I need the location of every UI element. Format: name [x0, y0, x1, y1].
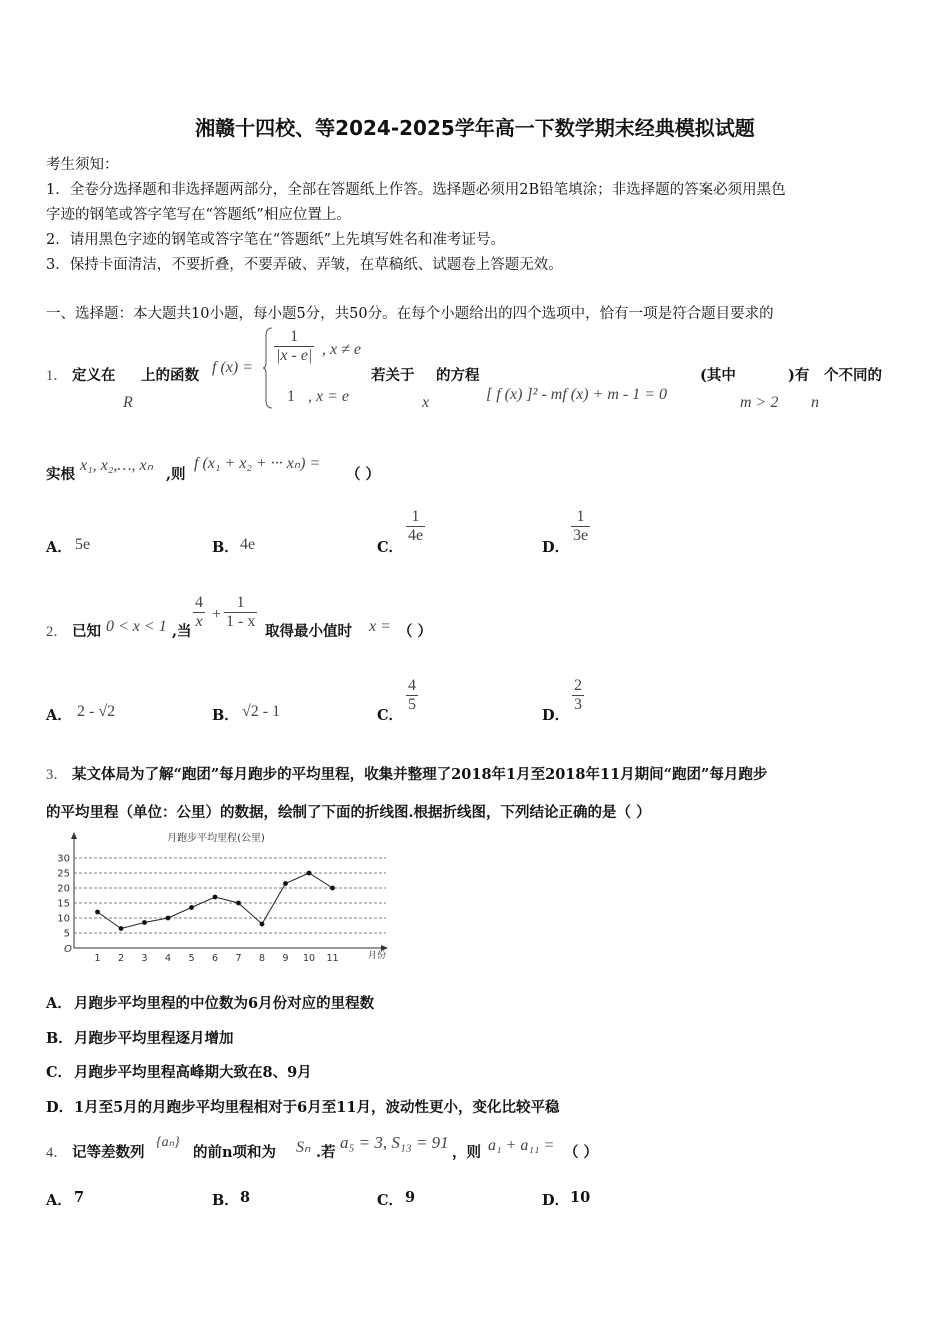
q2-f1-num: 4	[195, 594, 203, 611]
chart-data-point	[119, 926, 124, 931]
q1-text-4: 的方程	[436, 367, 480, 384]
q1-text-1: 定义在	[72, 367, 116, 384]
q3-option-b-label: B．	[46, 1030, 73, 1047]
q2-option-d-num: 2	[574, 677, 582, 694]
q4-text-4: ，则	[452, 1144, 481, 1161]
q1-text-5: (其中	[700, 367, 736, 384]
q4-text-1: 记等差数列	[72, 1144, 145, 1161]
q2-fraction-1	[193, 594, 205, 631]
notice-item-1a: 1．全卷分选择题和非选择题两部分，全部在答题纸上作答。选择题必须用2B铅笔填涂；非选择题的答案必须用黑色	[46, 182, 786, 198]
chart-y-axis-arrow-icon	[71, 832, 77, 839]
chart-x-tick-label: 5	[188, 953, 195, 963]
q1-number: 1．	[46, 368, 68, 384]
chart-x-label: 月份	[368, 951, 387, 961]
q4-number: 4．	[46, 1145, 68, 1161]
q3-number: 3．	[46, 767, 68, 783]
q2-option-d-den: 3	[574, 696, 582, 713]
q2-text-1: 已知	[72, 623, 101, 640]
q3-option-b-text: 月跑步平均里程逐月增加	[74, 1030, 234, 1047]
q2-option-a-label: A．	[46, 707, 72, 724]
chart-title: 月跑步平均里程(公里)	[167, 833, 265, 844]
q1-option-d-fraction	[571, 508, 590, 545]
q2-text-3: 取得最小值时	[265, 623, 352, 640]
q1-case2-val: 1	[287, 388, 295, 405]
q2-f2-num: 1	[236, 594, 245, 611]
q2-xeq: x =	[369, 618, 391, 635]
q4-option-d-label: D．	[542, 1192, 570, 1209]
q1-line2-b: ,则	[166, 466, 186, 483]
q1-option-a-label: A．	[46, 539, 72, 556]
q1-case1-den: |x - e|	[276, 347, 313, 364]
q1-case2-cond: , x = e	[308, 388, 349, 405]
chart-data-point	[166, 916, 171, 921]
q1-option-b-label: B．	[212, 539, 239, 556]
q3-option-d-label: D．	[46, 1099, 74, 1116]
page-title: 湘赣十四校、等2024-2025学年高一下数学期末经典模拟试题	[195, 116, 755, 140]
q1-case1-cond: , x ≠ e	[322, 341, 361, 358]
chart-data-point	[189, 905, 194, 910]
q1-equation: [ f (x) ]² - mf (x) + m - 1 = 0	[486, 386, 668, 403]
q1-roots: x₁, x₂,…, xₙ	[80, 457, 154, 474]
q2-plus: +	[212, 606, 222, 623]
chart-data-point	[330, 886, 335, 891]
q4-text-2: 的前n项和为	[193, 1144, 277, 1161]
notice-item-3: 3．保持卡面清洁，不要折叠，不要弄破、弄皱，在草稿纸、试题卷上答题无效。	[46, 257, 563, 273]
q1-m-cond: m > 2	[740, 394, 779, 411]
chart-data-point	[213, 895, 218, 900]
q2-number: 2．	[46, 624, 68, 640]
q1-answer-paren: （ ）	[346, 466, 381, 483]
q2-f2-den: 1 - x	[226, 613, 256, 630]
q1-text-2: 上的函数	[141, 367, 199, 384]
q1-option-d-num: 1	[576, 508, 585, 525]
chart-y-tick-label: 20	[57, 883, 70, 895]
chart-x-tick-label: 11	[326, 953, 339, 963]
q1-option-b-value: 4e	[240, 536, 256, 553]
q4-cond: a₅ = 3, S₁₃ = 91	[340, 1133, 449, 1152]
q4-seq: {aₙ}	[156, 1135, 180, 1150]
q2-option-d-label: D．	[542, 707, 570, 724]
chart-data-point	[142, 920, 147, 925]
q1-text-3: 若关于	[371, 367, 415, 384]
q3-option-c-text: 月跑步平均里程高峰期大致在8、9月	[74, 1064, 312, 1081]
notice-heading: 考生须知：	[46, 157, 119, 173]
q3-option-c-label: C．	[46, 1064, 73, 1081]
q2-option-c-label: C．	[377, 707, 404, 724]
q1-brace-icon	[262, 326, 274, 410]
chart-y-tick-label: 10	[57, 913, 70, 925]
q1-option-c-den: 4e	[408, 527, 424, 544]
q3-option-d-text: 1月至5月的月跑步平均里程相对于6月至11月，波动性更小，变化比较平稳	[74, 1099, 560, 1116]
chart-x-tick-label: 8	[258, 953, 266, 963]
q1-option-c-num: 1	[411, 508, 420, 525]
chart-x-tick-label: 4	[164, 953, 172, 963]
q2-cond: 0 < x < 1	[106, 618, 167, 635]
q1-fx: f (x) =	[212, 359, 253, 376]
q2-option-d-fraction	[572, 677, 584, 714]
q1-option-a-value: 5e	[75, 536, 91, 553]
q3-option-a-text: 月跑步平均里程的中位数为6月份对应的里程数	[74, 995, 375, 1012]
chart-x-tick-label: 3	[141, 953, 148, 963]
chart-x-tick-label: 10	[302, 953, 316, 963]
q2-option-c-fraction	[406, 677, 418, 714]
q1-option-c-label: C．	[377, 539, 404, 556]
chart-data-point	[236, 901, 241, 906]
q4-option-b-label: B．	[212, 1192, 239, 1209]
q2-option-c-den: 5	[408, 696, 416, 713]
q4-option-c-label: C．	[377, 1192, 404, 1209]
chart-data-point	[307, 871, 312, 876]
q1-option-c-fraction	[406, 508, 425, 545]
q2-f1-den: x	[193, 612, 205, 631]
q3-line-chart	[46, 828, 406, 963]
q4-option-d-value: 10	[570, 1189, 591, 1206]
chart-data-point	[95, 910, 100, 915]
q3-line-2: 的平均里程（单位：公里）的数据，绘制了下面的折线图.根据折线图，下列结论正确的是（ ）	[46, 804, 651, 821]
chart-origin-label: O	[64, 944, 72, 955]
chart-x-tick-label: 2	[117, 953, 125, 963]
q1-line2-a: 实根	[46, 466, 75, 483]
q1-case1-num: 1	[290, 328, 299, 345]
q4-option-a-value: 7	[74, 1189, 85, 1206]
chart-y-tick-label: 25	[57, 868, 70, 880]
notice-item-1b: 字迹的钢笔或答字笔写在“答题纸”相应位置上。	[46, 207, 351, 223]
q4-option-b-value: 8	[240, 1189, 251, 1206]
chart-x-tick-label: 1	[94, 953, 101, 963]
q4-option-a-label: A．	[46, 1192, 72, 1209]
q3-option-a-label: A．	[46, 995, 72, 1012]
q4-option-c-value: 9	[405, 1189, 416, 1206]
chart-series-line	[98, 873, 333, 929]
q4-Sn: Sₙ	[296, 1139, 311, 1156]
q2-option-a-value: 2 - √2	[77, 703, 116, 720]
q1-math-n: n	[811, 394, 819, 411]
chart-data-point	[260, 922, 265, 927]
chart-x-tick-label: 6	[211, 953, 219, 963]
chart-y-tick-label: 30	[57, 853, 70, 865]
chart-x-tick-label: 9	[282, 953, 289, 963]
q2-option-b-value: √2 - 1	[242, 703, 281, 720]
q1-option-d-den: 3e	[573, 527, 589, 544]
q1-case1-fraction	[274, 328, 314, 365]
q1-text-6: )有	[788, 367, 810, 384]
q2-option-c-num: 4	[408, 677, 416, 694]
q1-text-7: 个不同的	[824, 367, 882, 384]
section-header: 一、选择题：本大题共10小题，每小题5分，共50分。在每个小题给出的四个选项中，恰有一项是符合题目要求的	[46, 306, 774, 322]
q1-expr: f (x₁ + x₂ + ··· xₙ) =	[194, 455, 321, 472]
q3-line-1: 某文体局为了解“跑团”每月跑步的平均里程，收集并整理了2018年1月至2018年11月期间“跑团”每月跑步	[72, 766, 768, 783]
q2-option-b-label: B．	[212, 707, 239, 724]
chart-y-tick-label: 5	[63, 928, 70, 940]
q4-answer-paren: （ ）	[564, 1144, 599, 1161]
q2-text-2: ,当	[172, 623, 192, 640]
q2-answer-paren: （ ）	[398, 623, 433, 640]
q1-math-x: x	[422, 394, 430, 411]
q4-expr: a₁ + a₁₁ =	[488, 1137, 555, 1154]
chart-x-tick-label: 7	[235, 953, 242, 963]
q4-text-3: .若	[316, 1144, 336, 1161]
q1-math-R: R	[123, 394, 133, 411]
notice-item-2: 2．请用黑色字迹的钢笔或答字笔在“答题纸”上先填写姓名和准考证号。	[46, 232, 506, 248]
chart-y-tick-label: 15	[57, 898, 70, 910]
q2-fraction-2	[224, 594, 257, 631]
q1-option-d-label: D．	[542, 539, 570, 556]
chart-data-point	[283, 881, 288, 886]
